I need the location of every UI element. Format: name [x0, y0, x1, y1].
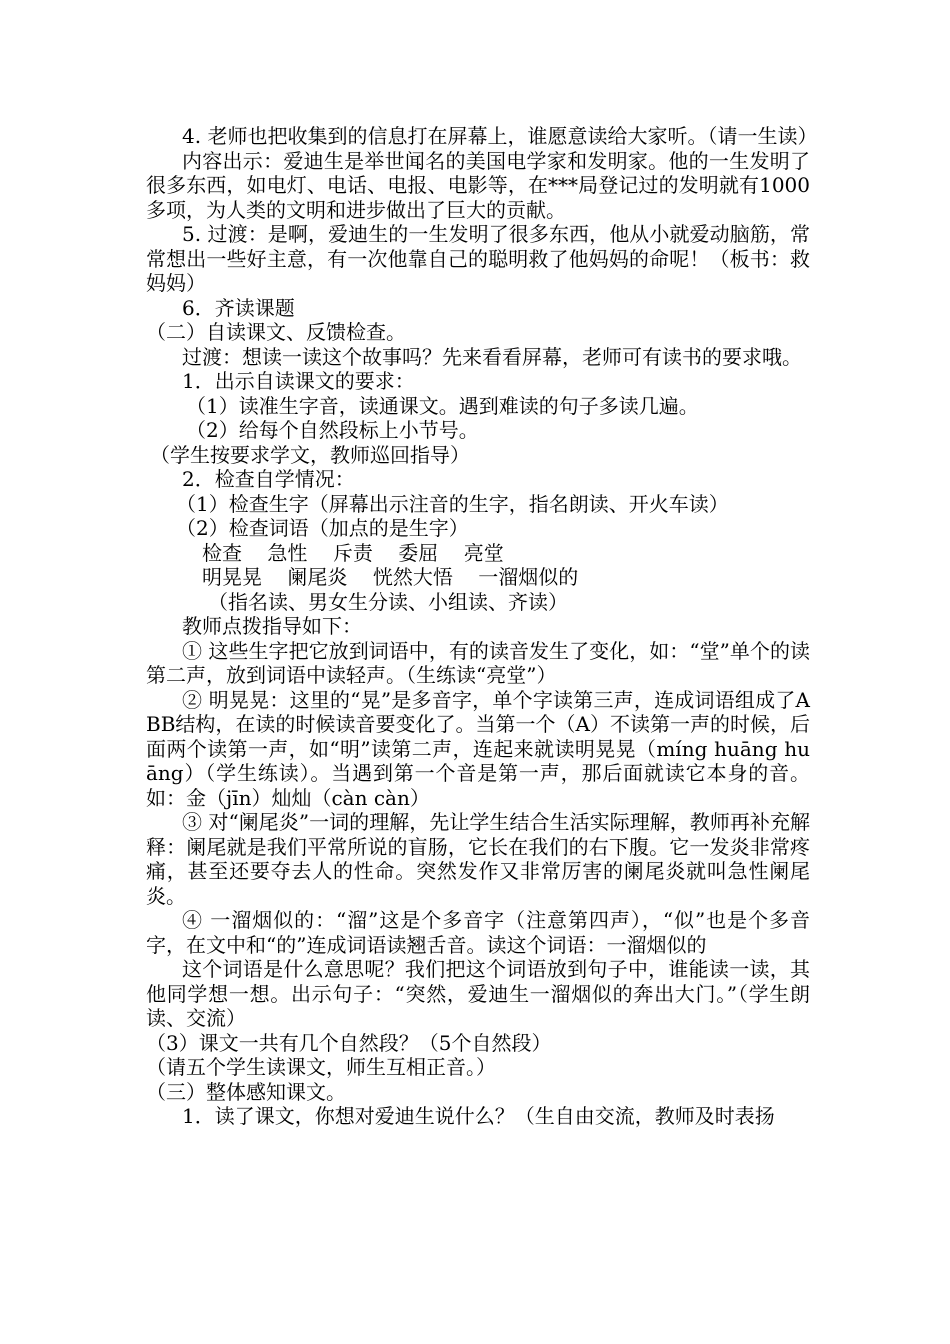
- guidance-item-3: ③ 对“阑尾炎”一词的理解，先让学生结合生活实际理解，教师再补充解释：阑尾就是我们平常所说的盲肠，它长在我们的右下腹。它一发炎非常疼痛，甚至还要夺去人的性命。突然发作又非常厉害的阑尾炎就叫急性阑尾炎。: [146, 810, 810, 908]
- check-item-1: （1）检查生字（屏幕出示注音的生字，指名朗读、开火车读）: [176, 491, 729, 516]
- paragraph-guidance-title: 教师点拨指导如下：: [182, 614, 362, 638]
- section-heading-3: （三）整体感知课文。: [146, 1079, 346, 1104]
- requirement-item-1: （1）读准生字音，读通课文。遇到难读的句子多读几遍。: [186, 393, 699, 418]
- paragraph-question-1: 1．读了课文，你想对爱迪生说什么？（生自由交流，教师及时表扬: [182, 1104, 775, 1128]
- guidance-item-1: ① 这些生字把它放到词语中，有的读音发生了变化，如：“堂”单个的读第二声，放到词语中读轻声。（生练读“亮堂”）: [146, 638, 810, 687]
- document-page: [146, 124, 818, 1129]
- section-heading-2: （二）自读课文、反馈检查。: [146, 320, 406, 344]
- paragraph-transition: 过渡：想读一读这个故事吗？先来看看屏幕，老师可有读书的要求哦。: [182, 344, 802, 369]
- paragraph-check-title: 2．检查自学情况：: [182, 467, 355, 491]
- guidance-item-4: ④ 一溜烟似的：“溜”这是个多音字（注意第四声），“似”也是个多音字，在文中和“的”连成词语读翘舌音。读这个词语：一溜烟似的: [146, 908, 810, 957]
- requirement-item-2: （2）给每个自然段标上小节号。: [186, 418, 479, 442]
- word-list-1: 检查 急性 斥责 委屈 亮堂: [202, 540, 504, 565]
- reading-modes: （指名读、男女生分读、小组读、齐读）: [208, 589, 568, 614]
- paragraph-requirements-title: 1．出示自读课文的要求：: [182, 369, 415, 393]
- paragraph-word-meaning: 这个词语是什么意思呢？我们把这个词语放到句子中，谁能读一读，其他同学想一想。出示句子：“突然，爱迪生一溜烟似的奔出大门。”（学生朗读、交流）: [146, 957, 810, 1030]
- check-item-3: （3）课文一共有几个自然段？（5个自然段）: [146, 1030, 552, 1055]
- paragraph-teacher-note: （学生按要求学文，教师巡回指导）: [150, 442, 470, 467]
- check-item-2: （2）检查词语（加点的是生字）: [176, 516, 469, 540]
- paragraph-step-4: 4. 老师也把收集到的信息打在屏幕上，谁愿意读给大家听。（请一生读）: [182, 124, 818, 148]
- paragraph-reading-note: （请五个学生读课文，师生互相正音。）: [146, 1055, 496, 1079]
- guidance-item-2: ② 明晃晃：这里的“晃”是多音字，单个字读第三声，连成词语组成了ABB结构，在读的时候读音要变化了。当第一个（A）不读第一声的时候，后面两个读第一声，如“明”读第二声，连起来就读明晃晃（míng huāng huāng）（学生练读）。当遇到第一个音是第一声，那后面就读它本身的音。如：金（jīn）灿灿（càn càn）: [146, 687, 810, 810]
- paragraph-content-display: 内容出示：爱迪生是举世闻名的美国电学家和发明家。他的一生发明了很多东西，如电灯、电话、电报、电影等，在***局登记过的发明就有1000多项，为人类的文明和进步做出了巨大的贡献。: [146, 148, 810, 222]
- paragraph-step-5: 5. 过渡：是啊，爱迪生的一生发明了很多东西，他从小就爱动脑筋，常常想出一些好主意，有一次他靠自己的聪明救了他妈妈的命呢！（板书：救妈妈）: [146, 222, 810, 295]
- word-list-2: 明晃晃 阑尾炎 恍然大悟 一溜烟似的: [202, 565, 579, 589]
- paragraph-step-6: 6．齐读课题: [182, 295, 295, 320]
